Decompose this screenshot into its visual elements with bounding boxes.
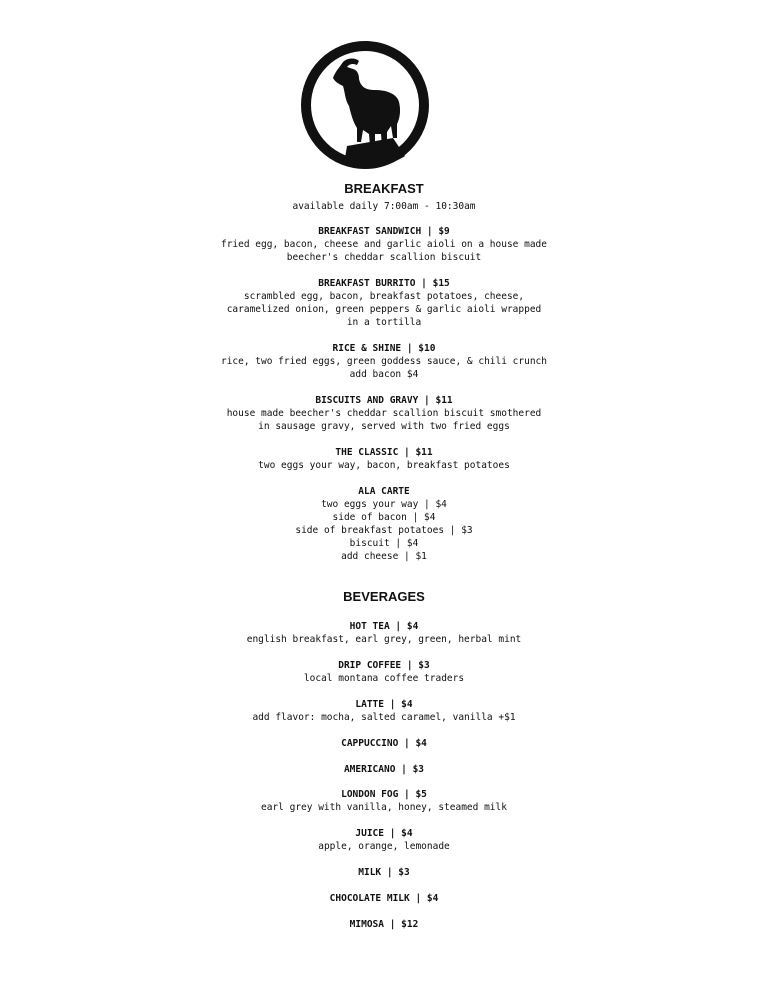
item-title: JUICE | $4 <box>355 828 413 839</box>
item-desc-line: biscuit | $4 <box>349 538 419 549</box>
menu-item-americano: AMERICANO | $3 <box>343 764 425 775</box>
breakfast-heading: BREAKFAST <box>344 181 424 196</box>
item-desc-line: add cheese | $1 <box>341 551 427 562</box>
item-title: THE CLASSIC | $11 <box>335 447 433 458</box>
item-title: RICE & SHINE | $10 <box>332 343 436 354</box>
item-desc-line: in a tortilla <box>346 317 422 328</box>
item-desc-line: english breakfast, earl grey, green, herbal mint <box>246 634 522 645</box>
beverages-heading: BEVERAGES <box>343 589 425 604</box>
item-title: DRIP COFFEE | $3 <box>338 660 430 671</box>
item-desc-line: scrambled egg, bacon, breakfast potatoes, cheese, <box>243 291 525 302</box>
mountain-goat-icon <box>301 38 429 172</box>
item-desc-line: beecher's cheddar scallion biscuit <box>286 252 482 263</box>
menu-item-cappuccino: CAPPUCCINO | $4 <box>341 738 427 749</box>
item-desc-line: apple, orange, lemonade <box>318 841 450 852</box>
item-desc-line: two eggs your way, bacon, breakfast potatoes <box>258 460 510 471</box>
item-desc-line: caramelized onion, green peppers & garlic aioli wrapped <box>226 304 542 315</box>
item-desc-line: local montana coffee traders <box>303 673 465 684</box>
item-desc-line: side of bacon | $4 <box>332 512 436 523</box>
breakfast-hours: available daily 7:00am - 10:30am <box>292 201 476 212</box>
item-title: BREAKFAST SANDWICH | $9 <box>318 226 450 237</box>
item-title: HOT TEA | $4 <box>349 621 419 632</box>
item-desc-line: fried egg, bacon, cheese and garlic aioli on a house made <box>220 239 547 250</box>
menu-item-milk: MILK | $3 <box>358 867 410 878</box>
menu-item-mimosa: MIMOSA | $12 <box>349 919 419 930</box>
item-desc-line: side of breakfast potatoes | $3 <box>295 525 473 536</box>
item-title: LONDON FOG | $5 <box>341 789 427 800</box>
item-desc-line: house made beecher's cheddar scallion biscuit smothered <box>226 408 542 419</box>
item-desc-line: earl grey with vanilla, honey, steamed milk <box>261 802 507 813</box>
item-desc-line: two eggs your way | $4 <box>321 499 447 510</box>
item-desc-line: add bacon $4 <box>349 369 419 380</box>
item-desc-line: in sausage gravy, served with two fried eggs <box>258 421 510 432</box>
item-title: BISCUITS AND GRAVY | $11 <box>315 395 453 406</box>
item-title: ALA CARTE <box>358 486 410 497</box>
menu-item-chocolate-milk: CHOCOLATE MILK | $4 <box>329 893 439 904</box>
item-title: LATTE | $4 <box>355 699 413 710</box>
item-title: BREAKFAST BURRITO | $15 <box>318 278 450 289</box>
item-desc-line: rice, two fried eggs, green goddess sauce, & chili crunch <box>220 356 547 367</box>
item-desc-line: add flavor: mocha, salted caramel, vanilla +$1 <box>252 712 516 723</box>
